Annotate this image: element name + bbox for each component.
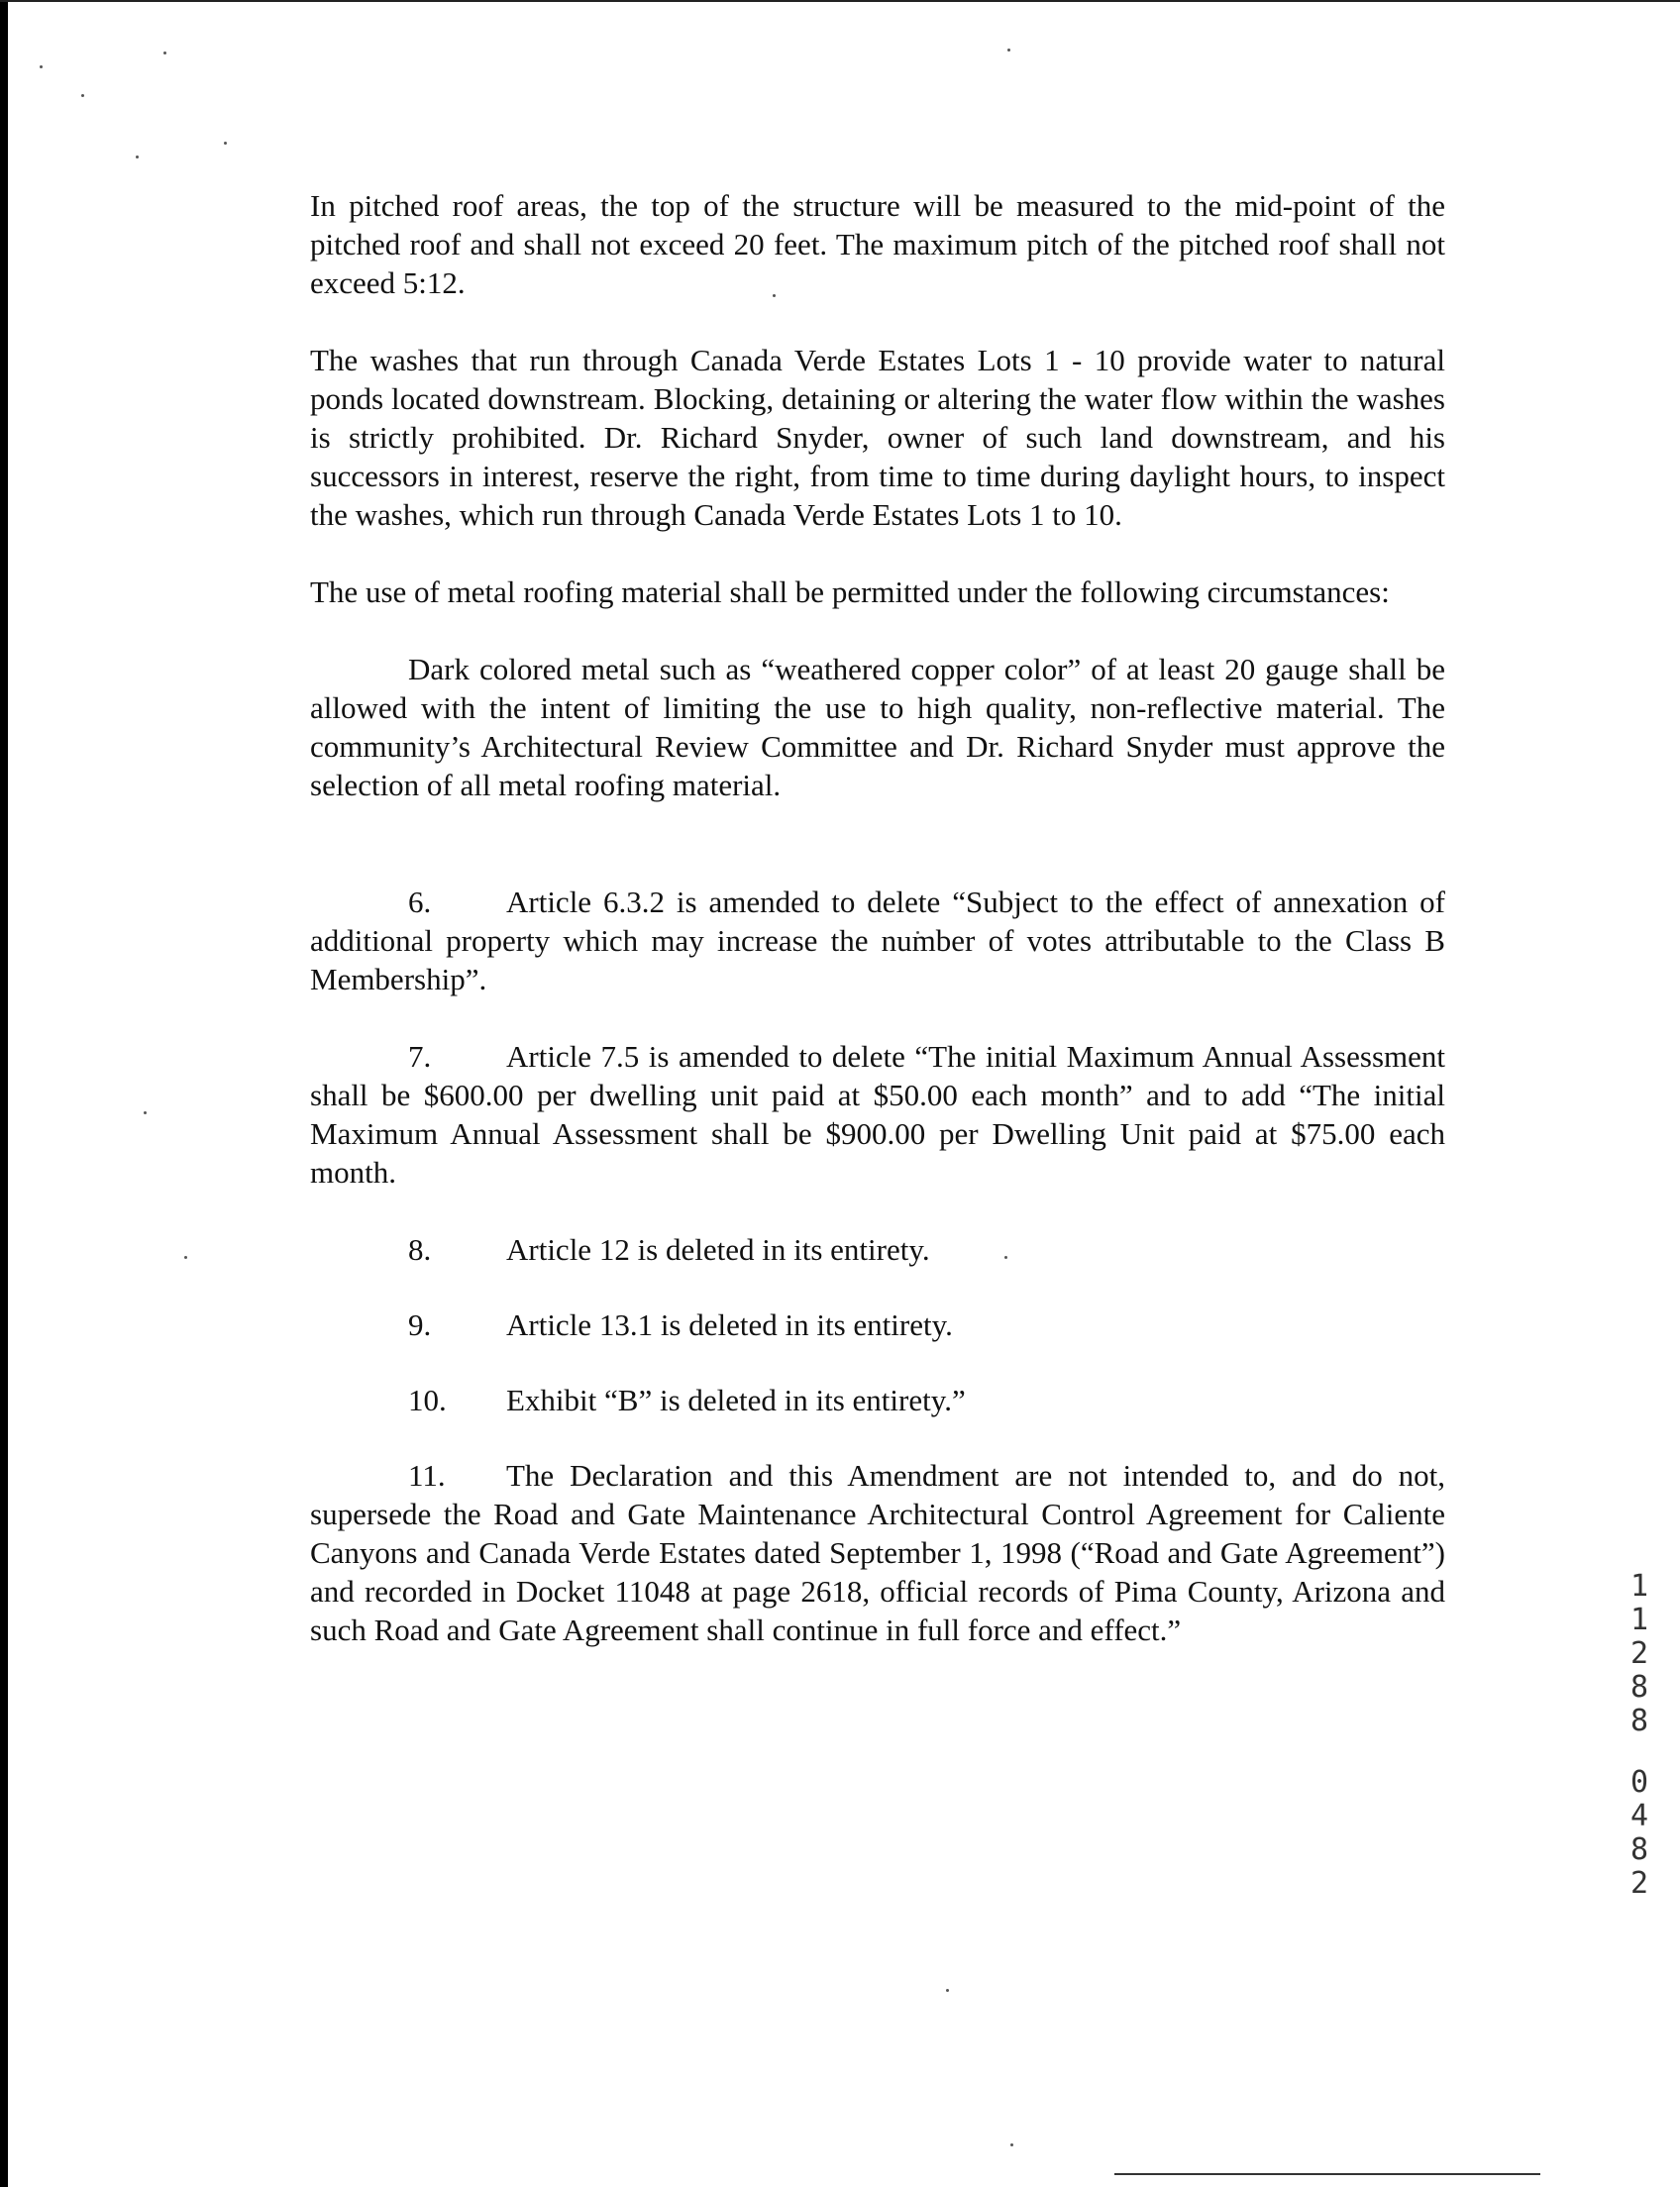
item-8 xyxy=(310,1230,1445,1269)
scan-speck xyxy=(184,1256,187,1259)
stamp-digit: 4 xyxy=(1629,1799,1649,1833)
stamp-digit: 0 xyxy=(1629,1765,1649,1800)
scan-speck xyxy=(946,1989,949,1992)
item-text: Article 7.5 is amended to delete “The initial Maximum Annual Assessment shall be $600.00 per dwelling unit paid at $50.00 each month” and to add “The initial Maximum Annual Assessment shall be $900.00 per Dwelling Unit paid at $75.00 each month. xyxy=(310,1039,1445,1190)
item-number: 11. xyxy=(408,1458,446,1493)
paragraph-dark-metal: Dark colored metal such as “weathered copper color” of at least 20 gauge shall be allowed with the intent of limiting the use to high quality, non-reflective material. The community’s Architectural Review Committee and Dr. Richard Snyder must approve the selection of all metal roofing material. xyxy=(310,652,1445,802)
item-text: Article 6.3.2 is amended to delete “Subject to the effect of annexation of additional property which may increase the number of votes attributable to the Class B Membership”. xyxy=(310,885,1445,996)
stamp-digit: 2 xyxy=(1629,1866,1649,1901)
scan-speck xyxy=(40,65,43,68)
stamp-digit: 8 xyxy=(1629,1670,1649,1705)
item-number: 9. xyxy=(408,1307,432,1342)
item-11 xyxy=(310,1456,1445,1649)
scan-speck xyxy=(1007,49,1010,52)
item-number: 8. xyxy=(408,1232,432,1267)
paragraph-pitched-roof: In pitched roof areas, the top of the structure will be measured to the mid-point of the pitched roof and shall not exceed 20 feet. The maximum pitch of the pitched roof shall not exceed 5:12. xyxy=(310,188,1445,300)
stamp-digit: 8 xyxy=(1629,1704,1649,1738)
scan-speck xyxy=(136,156,139,158)
section-gap xyxy=(310,843,1445,883)
item-number: 7. xyxy=(408,1039,432,1074)
stamp-digit: 2 xyxy=(1629,1636,1649,1671)
document-body xyxy=(310,186,1445,1688)
recording-stamp-docket xyxy=(1625,1570,1654,1738)
scan-speck xyxy=(81,94,84,97)
item-9 xyxy=(310,1305,1445,1344)
scan-speck xyxy=(144,1111,147,1114)
scan-edge-left xyxy=(0,0,8,2187)
recording-stamp-page xyxy=(1625,1766,1654,1901)
stamp-digit: 1 xyxy=(1629,1569,1649,1604)
bottom-rule xyxy=(1114,2173,1540,2175)
item-number: 10. xyxy=(408,1383,447,1417)
item-10 xyxy=(310,1381,1445,1419)
scan-speck xyxy=(224,142,227,145)
item-6 xyxy=(310,883,1445,998)
stamp-digit: 1 xyxy=(1629,1603,1649,1637)
item-text: The Declaration and this Amendment are not intended to, and do not, supersede the Road and Gate Maintenance Architectural Control Agreement for Caliente Canyons and Canada Verde Estates dated September 1, 1998 (“Road and Gate Agreement”) and recorded in Docket 11048 at page 2618, official records of Pima County, Arizona and such Road and Gate Agreement shall continue in full force and effect.” xyxy=(310,1458,1445,1647)
item-text: Article 13.1 is deleted in its entirety. xyxy=(506,1307,953,1342)
scan-edge-top xyxy=(0,0,1680,2)
scan-speck xyxy=(163,52,166,54)
item-number: 6. xyxy=(408,885,432,919)
paragraph-washes: The washes that run through Canada Verde Estates Lots 1 - 10 provide water to natural ponds located downstream. Blocking, detaining or altering the water flow within the washes is strictly prohibited. Dr. Richard Snyder, owner of such land downstream, and his successors in interest, reserve the right, from time to time during daylight hours, to inspect the washes, which run through Canada Verde Estates Lots 1 to 10. xyxy=(310,343,1445,532)
scan-speck xyxy=(1010,2143,1013,2146)
item-text: Article 12 is deleted in its entirety. xyxy=(506,1232,930,1267)
stamp-digit: 8 xyxy=(1629,1832,1649,1867)
paragraph-metal-roofing: The use of metal roofing material shall be permitted under the following circumstances: xyxy=(310,574,1390,609)
item-text: Exhibit “B” is deleted in its entirety.” xyxy=(506,1383,966,1417)
item-7 xyxy=(310,1037,1445,1192)
